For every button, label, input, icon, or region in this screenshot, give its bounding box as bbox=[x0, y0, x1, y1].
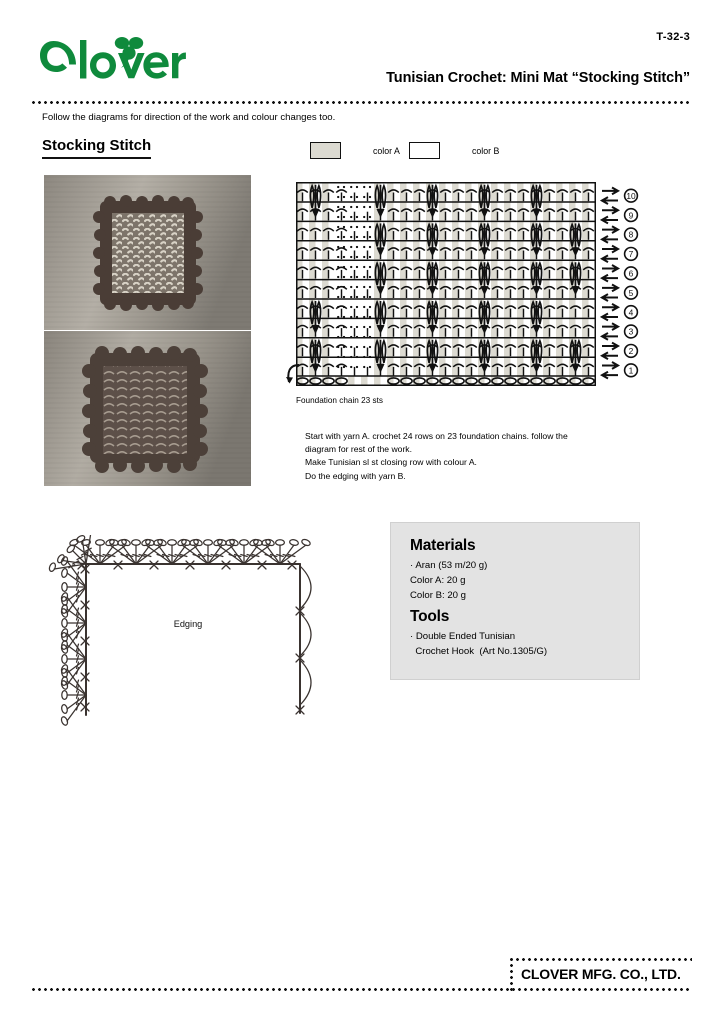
svg-text:1: 1 bbox=[628, 365, 634, 376]
section-title: Stocking Stitch bbox=[42, 137, 151, 159]
svg-text:8: 8 bbox=[628, 229, 634, 240]
page-title: Tunisian Crochet: Mini Mat “Stocking Stitch” bbox=[386, 70, 690, 86]
svg-text:2: 2 bbox=[628, 346, 634, 357]
edging-diagram bbox=[38, 535, 338, 730]
tools-heading: Tools bbox=[410, 608, 450, 625]
materials-line: Color B: 20 g bbox=[410, 590, 466, 601]
instruction-line: Do the edging with yarn B. bbox=[305, 470, 406, 481]
foundation-chain-caption: Foundation chain 23 sts bbox=[296, 396, 383, 405]
photo-mat-front bbox=[44, 175, 251, 330]
materials-line: · Aran (53 m/20 g) bbox=[410, 560, 488, 571]
svg-text:4: 4 bbox=[628, 307, 634, 318]
header-divider bbox=[32, 101, 692, 104]
color-a-label: color A bbox=[373, 145, 400, 156]
clover-logo bbox=[40, 34, 220, 92]
instruction-line: diagram for rest of the work. bbox=[305, 444, 412, 455]
intro-text: Follow the diagrams for direction of the work and colour changes too. bbox=[42, 112, 336, 123]
tools-line: · Double Ended Tunisian bbox=[410, 631, 516, 642]
footer-company-name: CLOVER MFG. CO., LTD. bbox=[521, 966, 681, 982]
instruction-line: Start with yarn A. crochet 24 rows on 23 foundation chains. follow the bbox=[305, 431, 568, 441]
tools-line: Crochet Hook (Art No.1305/G) bbox=[410, 646, 548, 657]
legend-item-color-a bbox=[310, 142, 400, 159]
chart-start-arrow-icon bbox=[285, 363, 303, 387]
color-b-swatch bbox=[409, 142, 440, 159]
document-code: T-32-3 bbox=[656, 31, 690, 43]
footer-box-left-divider bbox=[510, 958, 513, 991]
svg-text:9: 9 bbox=[628, 210, 634, 221]
edging-label: Edging bbox=[173, 619, 203, 629]
chart-row-markers bbox=[600, 186, 650, 386]
footer-box-top-divider bbox=[510, 958, 692, 961]
svg-text:10: 10 bbox=[626, 190, 636, 201]
stitch-chart bbox=[296, 182, 596, 386]
footer-divider bbox=[32, 988, 692, 991]
svg-text:5: 5 bbox=[628, 287, 634, 298]
svg-text:3: 3 bbox=[628, 326, 634, 337]
color-a-swatch bbox=[310, 142, 341, 159]
materials-line: Color A: 20 g bbox=[410, 575, 466, 586]
materials-heading: Materials bbox=[410, 537, 476, 554]
svg-text:7: 7 bbox=[628, 249, 634, 260]
svg-text:6: 6 bbox=[628, 268, 634, 279]
photo-mat-back bbox=[44, 331, 251, 486]
color-b-label: color B bbox=[472, 145, 500, 156]
instructions-text bbox=[305, 430, 645, 483]
instruction-line: Make Tunisian sl st closing row with colour A. bbox=[305, 457, 477, 468]
materials-panel bbox=[390, 522, 640, 680]
legend-item-color-b bbox=[409, 142, 499, 159]
